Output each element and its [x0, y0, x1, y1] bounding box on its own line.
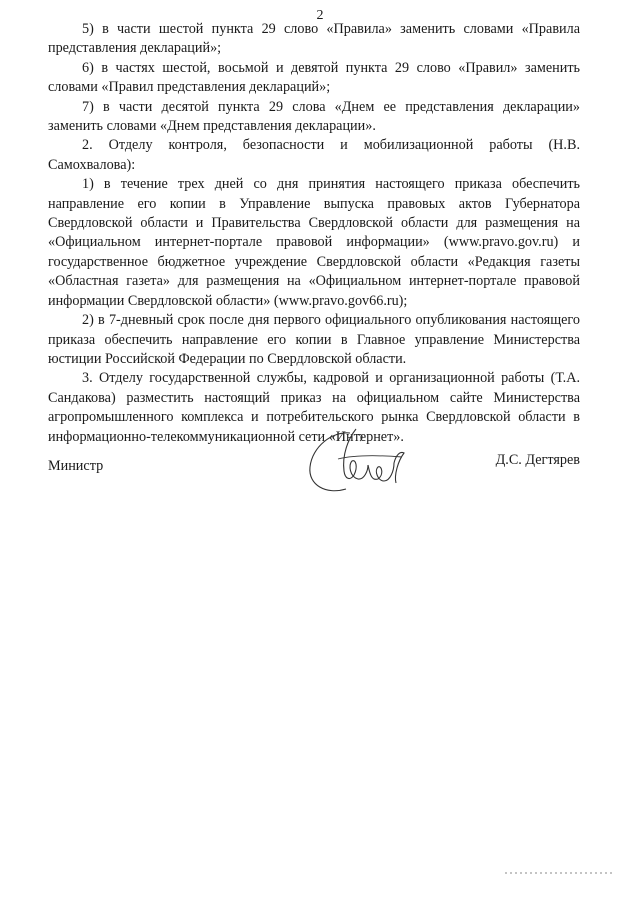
paragraph-item-7: 7) в части десятой пункта 29 слова «Днем ее представления декларации» заменить словами «Днем представления декларации».: [48, 98, 580, 135]
paragraph-subitem-1: 1) в течение трех дней со дня принятия настоящего приказа обеспечить направление его копии в Управление выпуска правовых актов Губернатора Свердловской области и Правительства Свердловской области для размещения на «Официальном интернет-портале правовой информации» (www.pravo.gov.ru) и государственное бюджетное учреждение Свердловской области «Редакция газеты «Областная газета» для размещения на «Официальном интернет-портале правовой информации Свердловской области» (www.pravo.gov66.ru);: [48, 176, 580, 309]
paragraph-item-5: 5) в части шестой пункта 29 слово «Правила» заменить словами «Правила представления деклараций»;: [48, 21, 580, 57]
paragraph-item-6: 6) в частях шестой, восьмой и девятой пункта 29 слово «Правил» заменить словами «Правил представления деклараций»;: [48, 59, 580, 96]
page-number: 2: [316, 8, 324, 23]
scan-dots: [505, 872, 615, 874]
document-body: [48, 20, 580, 447]
handwritten-signature: [298, 425, 418, 500]
paragraph-subitem-2: 2) в 7-дневный срок после дня первого официального опубликования настоящего приказа обеспечить направление его копии в Главное управление Министерства юстиции Российской Федерации по Свердловской области.: [48, 312, 580, 367]
signer-title: Министр: [48, 458, 104, 474]
paragraph-clause-2: 2. Отделу контроля, безопасности и мобилизационной работы (Н.В. Самохвалова):: [48, 137, 580, 173]
paragraph-clause-3: 3. Отделу государственной службы, кадровой и организационной работы (Т.А. Сандакова) разместить настоящий приказ на официальном сайте Министерства агропромышленного комплекса и потребительского рынка Свердловской области в информационно-телекоммуникационной сети «Интернет».: [48, 370, 580, 445]
signer-name: Д.С. Дегтярев: [495, 452, 580, 468]
